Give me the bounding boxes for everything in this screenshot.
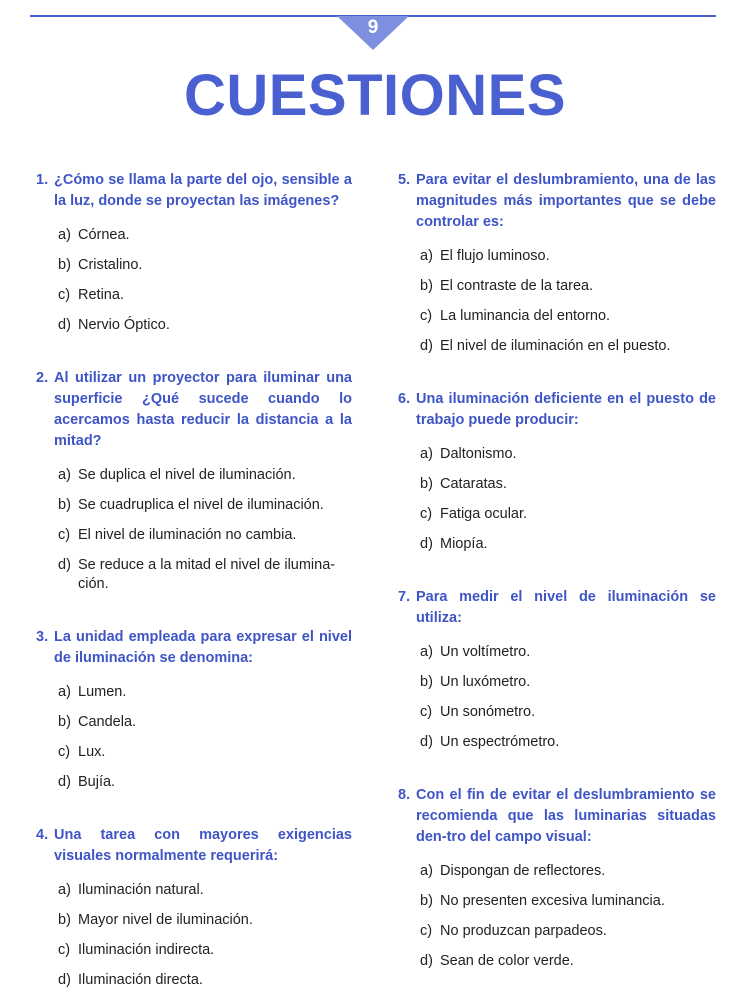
answer-letter: d) [58,557,71,573]
answer-option [58,713,352,732]
answer-option [58,226,352,245]
question-2 [36,368,352,594]
question-7 [398,587,716,752]
answer-text: El flujo luminoso. [440,248,550,264]
answer-option [420,703,716,722]
question-body: Una tarea con mayores exigencias visuales normalmente requerirá: [54,827,352,864]
page-number: 9 [367,17,379,38]
answer-option [58,911,352,930]
answer-letter: b) [420,476,433,492]
answer-option [420,922,716,941]
question-number: 4. [36,827,49,843]
question-text [36,825,352,867]
answer-letter: c) [420,506,433,522]
answer-text: Dispongan de reflectores. [440,863,606,879]
answer-option [58,683,352,702]
left-column [36,170,352,1001]
answer-text: Iluminación natural. [78,882,204,898]
answer-text: No presenten excesiva luminancia. [440,893,665,909]
answer-text: Iluminación indirecta. [78,942,215,958]
answer-letter: b) [58,257,71,273]
answer-letter: a) [420,446,433,462]
answer-option [420,733,716,752]
answer-option [420,862,716,881]
answer-letter: a) [58,684,71,700]
answer-option [420,307,716,326]
answer-letter: b) [420,674,433,690]
answer-option [58,526,352,545]
answer-letter: d) [58,972,71,988]
answer-list [58,881,352,990]
answer-list [420,247,716,356]
question-text [36,627,352,669]
page-number-tab [337,16,409,52]
answer-letter: b) [420,278,433,294]
answer-letter: b) [420,893,433,909]
spacer [36,346,352,368]
answer-list [420,445,716,554]
answer-text: El contraste de la tarea. [440,278,594,294]
question-text [398,170,716,233]
answer-text: Bujía. [78,774,116,790]
answer-option [420,892,716,911]
answer-option [58,256,352,275]
answer-option [58,881,352,900]
answer-letter: c) [420,704,433,720]
question-number: 2. [36,370,49,386]
answer-list [58,226,352,335]
question-3 [36,627,352,792]
answer-text: Se duplica el nivel de iluminación. [78,467,296,483]
answer-letter: c) [58,527,71,543]
answer-text: Lumen. [78,684,127,700]
answer-text: Se cuadruplica el nivel de iluminación. [78,497,324,513]
answer-text: Cristalino. [78,257,143,273]
question-body: Con el fin de evitar el deslumbramiento se recomienda que las luminarias situadas den-tro del campo visual: [416,787,716,845]
question-body: La unidad empleada para expresar el nivel de iluminación se denomina: [54,629,352,666]
answer-letter: c) [58,744,71,760]
right-column [398,170,716,982]
answer-text: Lux. [78,744,106,760]
spacer [36,803,352,825]
spacer [398,763,716,785]
answer-letter: c) [58,942,71,958]
answer-letter: d) [420,338,433,354]
answer-text: Sean de color verde. [440,953,574,969]
answer-option [420,337,716,356]
question-number: 5. [398,172,411,188]
answer-text: Se reduce a la mitad el nivel de ilumina-ción. [78,557,336,592]
answer-option [58,286,352,305]
question-text [36,368,352,452]
answer-text: Iluminación directa. [78,972,203,988]
answer-letter: c) [420,923,433,939]
answer-text: No produzcan parpadeos. [440,923,607,939]
page-title: CUESTIONES [183,63,567,128]
question-number: 1. [36,172,49,188]
answer-letter: a) [58,467,71,483]
answer-letter: d) [58,774,71,790]
question-body: Para medir el nivel de iluminación se utiliza: [416,589,716,626]
answer-letter: d) [58,317,71,333]
answer-option [58,743,352,762]
answer-option [420,445,716,464]
answer-text: Un espectrómetro. [440,734,560,750]
question-8 [398,785,716,971]
answer-text: Miopía. [440,536,488,552]
question-body: ¿Cómo se llama la parte del ojo, sensible a la luz, donde se proyectan las imágenes? [54,172,352,209]
answer-list [58,683,352,792]
answer-text: Córnea. [78,227,130,243]
question-text [398,389,716,431]
answer-letter: d) [420,536,433,552]
answer-option [420,247,716,266]
question-body: Al utilizar un proyector para iluminar una superficie ¿Qué sucede cuando lo acercamos hasta reducir la distancia a la mitad? [54,370,352,449]
answer-text: Nervio Óptico. [78,317,170,333]
question-text [36,170,352,212]
answer-letter: a) [420,863,433,879]
question-6 [398,389,716,554]
answer-option [420,505,716,524]
answer-text: Un sonómetro. [440,704,536,720]
answer-letter: a) [420,248,433,264]
question-number: 7. [398,589,411,605]
answer-option [58,773,352,792]
question-number: 8. [398,787,411,803]
answer-letter: a) [58,227,71,243]
answer-letter: c) [58,287,71,303]
answer-letter: d) [420,734,433,750]
answer-letter: a) [58,882,71,898]
question-text [398,785,716,848]
answer-option [420,475,716,494]
answer-text: Un voltímetro. [440,644,531,660]
spacer [36,605,352,627]
answer-option [58,971,352,990]
answer-option [420,673,716,692]
answer-option [58,496,352,515]
question-4 [36,825,352,990]
answer-text: Daltonismo. [440,446,517,462]
answer-option [58,466,352,485]
answer-letter: a) [420,644,433,660]
question-body: Una iluminación deficiente en el puesto de trabajo puede producir: [416,391,716,428]
question-5 [398,170,716,356]
answer-letter: d) [420,953,433,969]
answer-list [420,643,716,752]
answer-letter: b) [58,497,71,513]
spacer [398,565,716,587]
answer-list [420,862,716,971]
answer-text: Cataratas. [440,476,507,492]
answer-text: Mayor nivel de iluminación. [78,912,253,928]
question-number: 6. [398,391,411,407]
answer-text: Fatiga ocular. [440,506,528,522]
answer-option [420,643,716,662]
answer-letter: b) [58,714,71,730]
answer-option [58,556,352,594]
question-1 [36,170,352,335]
answer-text: El nivel de iluminación en el puesto. [440,338,671,354]
answer-list [58,466,352,594]
question-body: Para evitar el deslumbramiento, una de las magnitudes más importantes que se debe controlar es: [416,172,716,230]
answer-text: Retina. [78,287,124,303]
answer-option [58,316,352,335]
answer-option [420,277,716,296]
answer-text: La luminancia del entorno. [440,308,611,324]
answer-option [420,952,716,971]
answer-letter: c) [420,308,433,324]
question-text [398,587,716,629]
answer-letter: b) [58,912,71,928]
question-number: 3. [36,629,49,645]
answer-option [420,535,716,554]
answer-text: El nivel de iluminación no cambia. [78,527,297,543]
answer-text: Candela. [78,714,137,730]
spacer [398,367,716,389]
answer-text: Un luxómetro. [440,674,531,690]
answer-option [58,941,352,960]
